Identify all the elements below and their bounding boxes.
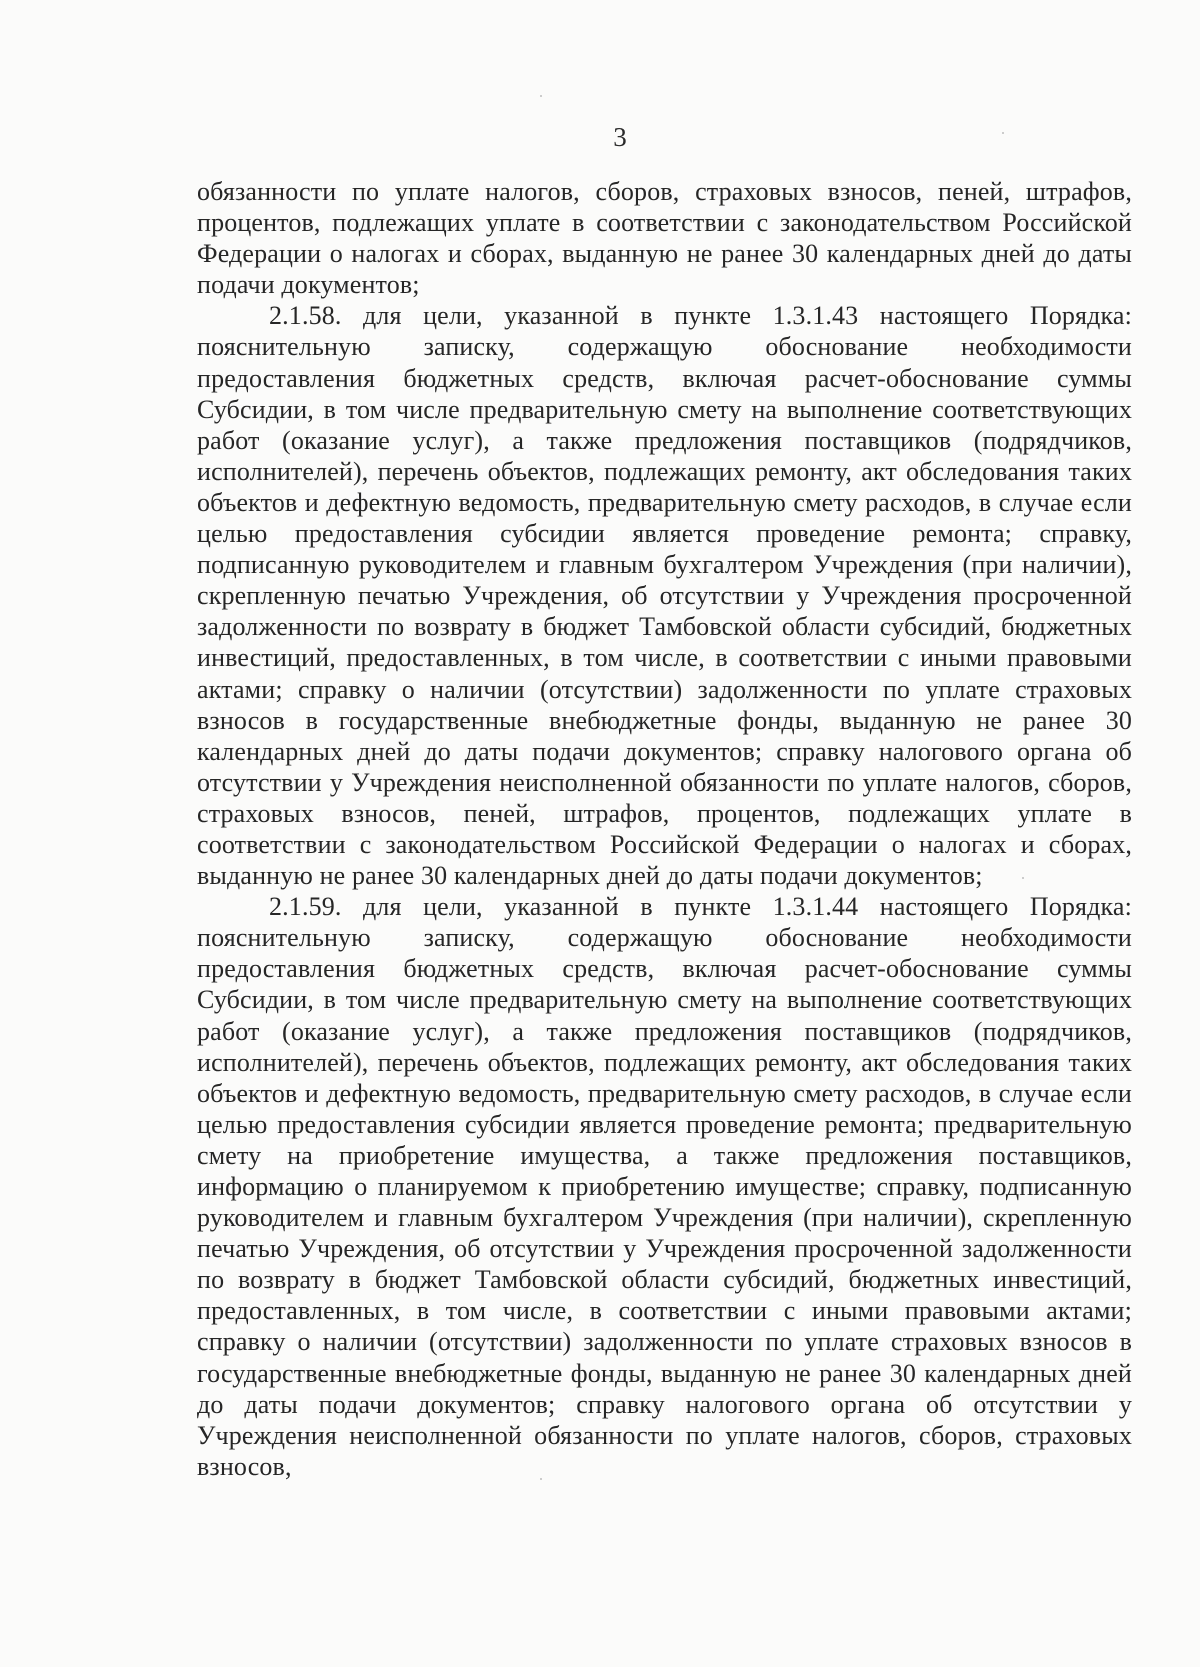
scan-speck <box>1022 877 1024 879</box>
scan-speck <box>1002 132 1004 134</box>
scan-speck <box>540 95 542 97</box>
document-body <box>197 176 1132 1482</box>
paragraph-continuation: обязанности по уплате налогов, сборов, страховых взносов, пеней, штрафов, процентов, подлежащих уплате в соответствии с законодательством Российской Федерации о налогах и сборах, выданную не ранее 30 календарных дней до даты подачи документов; <box>197 177 1132 300</box>
page-number: 3 <box>613 122 627 152</box>
paragraph-2-1-59: 2.1.59. для цели, указанной в пункте 1.3.1.44 настоящего Порядка: пояснительную записку, содержащую обоснование необходимости предоставления бюджетных средств, включая расчет-обоснование суммы Субсидии, в том числе предварительную смету на выполнение соответствующих работ (оказание услуг), а также предложения поставщиков (подрядчиков, исполнителей), перечень объектов, подлежащих ремонту, акт обследования таких объектов и дефектную ведомость, предварительную смету расходов, в случае если целью предоставления субсидии является проведение ремонта; предварительную смету на приобретение имущества, а также предложения поставщиков, информацию о планируемом к приобретению имуществе; справку, подписанную руководителем и главным бухгалтером Учреждения (при наличии), скрепленную печатью Учреждения, об отсутствии у Учреждения просроченной задолженности по возврату в бюджет Тамбовской области субсидий, бюджетных инвестиций, предоставленных, в том числе, в соответствии с иными правовыми актами; справку о наличии (отсутствии) задолженности по уплате страховых взносов в государственные внебюджетные фонды, выданную не ранее 30 календарных дней до даты подачи документов; справку налогового органа об отсутствии у Учреждения неисполненной обязанности по уплате налогов, сборов, страховых взносов, <box>197 892 1132 1481</box>
paragraph-2-1-58: 2.1.58. для цели, указанной в пункте 1.3.1.43 настоящего Порядка: пояснительную записку, содержащую обоснование необходимости предоставления бюджетных средств, включая расчет-обоснование суммы Субсидии, в том числе предварительную смету на выполнение соответствующих работ (оказание услуг), а также предложения поставщиков (подрядчиков, исполнителей), перечень объектов, подлежащих ремонту, акт обследования таких объектов и дефектную ведомость, предварительную смету расходов, в случае если целью предоставления субсидии является проведение ремонта; справку, подписанную руководителем и главным бухгалтером Учреждения (при наличии), скрепленную печатью Учреждения, об отсутствии у Учреждения просроченной задолженности по возврату в бюджет Тамбовской области субсидий, бюджетных инвестиций, предоставленных, в том числе, в соответствии с иными правовыми актами; справку о наличии (отсутствии) задолженности по уплате страховых взносов в государственные внебюджетные фонды, выданную не ранее 30 календарных дней до даты подачи документов; справку налогового органа об отсутствии у Учреждения неисполненной обязанности по уплате налогов, сборов, страховых взносов, пеней, штрафов, процентов, подлежащих уплате в соответствии с законодательством Российской Федерации о налогах и сборах, выданную не ранее 30 календарных дней до даты подачи документов; <box>197 301 1132 891</box>
scan-speck <box>540 1478 542 1480</box>
